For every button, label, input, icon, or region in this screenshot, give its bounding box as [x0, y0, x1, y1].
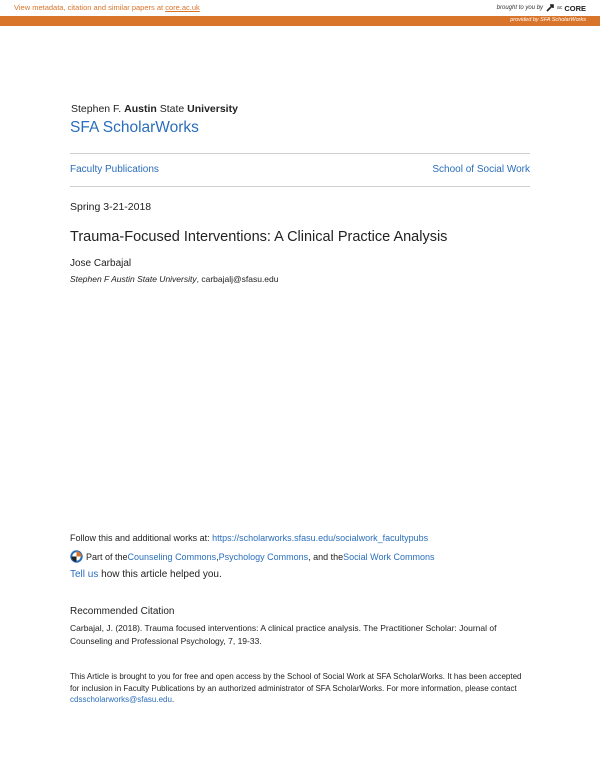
brought-by-text: brought to you by [496, 5, 544, 11]
psychology-commons-link[interactable]: Psychology Commons [218, 551, 309, 562]
part-of-line [70, 550, 435, 563]
university-word: University [187, 103, 238, 115]
author-email: , carbajalj@sfasu.edu [196, 274, 279, 284]
follow-text: Follow this and additional works at: [70, 533, 213, 543]
university-mid: State [156, 103, 188, 115]
divider-bottom [70, 186, 530, 187]
author-affiliation [70, 274, 279, 284]
tell-us-line [70, 569, 222, 580]
tell-us-link[interactable]: Tell us [70, 569, 99, 580]
counseling-commons-link[interactable]: Counseling Commons [127, 551, 217, 562]
core-brand [497, 3, 586, 13]
access-notice [70, 671, 532, 706]
notice-text: This Article is brought to you for free and open access by the School of Social Work at SFA ScholarWorks. It has been accepted for inclusion in Faculty Publications by an authorized administrator of SFA ScholarWorks. For more information, please contact [70, 672, 522, 693]
core-logo-icon [545, 3, 555, 13]
social-work-commons-link[interactable]: Social Work Commons [343, 551, 435, 562]
core-logo-word: CORE [564, 3, 586, 13]
contact-email-link[interactable]: cdsscholarworks@sfasu.edu [70, 695, 172, 704]
notice-end: . [171, 695, 175, 704]
core-logo-sub: ac [557, 5, 563, 11]
site-title-link[interactable]: SFA ScholarWorks [70, 119, 199, 136]
article-title: Trauma-Focused Interventions: A Clinical Practice Analysis [70, 229, 448, 245]
core-metadata-text: View metadata, citation and similar papers at [14, 3, 166, 12]
provided-by-text: provided by SFA ScholarWorks [510, 17, 586, 23]
follow-line [70, 533, 428, 543]
network-commons-icon [70, 550, 83, 563]
recommended-citation-heading: Recommended Citation [70, 606, 175, 617]
divider-top [70, 153, 530, 154]
sep-2: , and the [308, 551, 344, 562]
tell-us-rest: how this article helped you. [98, 569, 222, 580]
university-prefix: Stephen F. [71, 103, 125, 115]
collection-url-link[interactable]: https://scholarworks.sfasu.edu/socialwork_facultypubs [212, 533, 429, 543]
faculty-publications-link[interactable]: Faculty Publications [70, 164, 159, 175]
university-name [71, 103, 238, 115]
core-link[interactable]: core.ac.uk [165, 3, 200, 12]
affiliation-institution: Stephen F Austin State University [70, 274, 197, 284]
publication-date: Spring 3-21-2018 [70, 201, 152, 213]
school-of-social-work-link[interactable]: School of Social Work [432, 164, 530, 175]
part-of-text: Part of the [86, 551, 128, 562]
core-metadata-notice [14, 3, 200, 12]
core-banner [0, 0, 600, 16]
university-austin: Austin [124, 103, 157, 115]
sep-1: , [216, 551, 219, 562]
author-name: Jose Carbajal [70, 258, 132, 269]
core-provided-strip [0, 16, 600, 26]
recommended-citation-text: Carbajal, J. (2018). Trauma focused interventions: A clinical practice analysis. The Practitioner Scholar: Journal of Counseling and Professional Psychology, 7, 19-33. [70, 623, 497, 646]
